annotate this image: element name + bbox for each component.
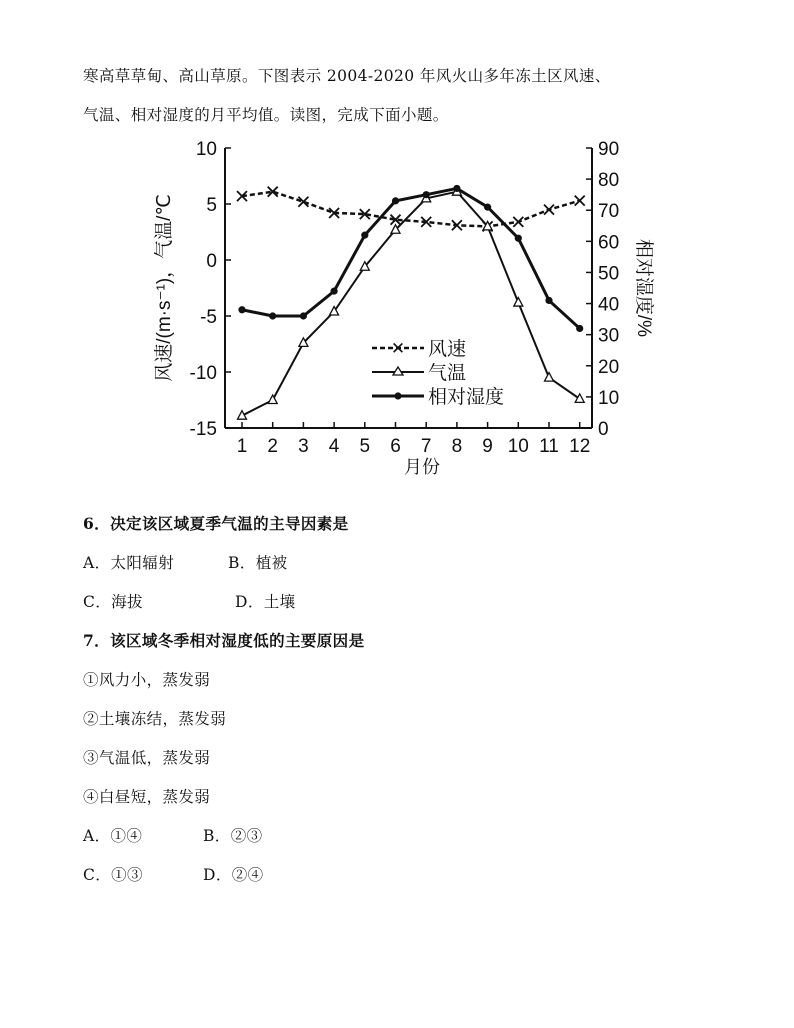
y-axis-right-label: 相对湿度/% xyxy=(633,238,654,338)
y-axis-left-label: 风速/(m·s⁻¹)，气温/℃ xyxy=(154,194,175,382)
x-tick-label: 11 xyxy=(539,436,559,457)
right-tick-label: 20 xyxy=(598,356,620,378)
humidity-point xyxy=(361,232,368,239)
intro-line-1: 寒高草草甸、高山草原。下图表示 2004-2020 年风火山多年冻土区风速、 xyxy=(83,67,611,85)
temperature-point xyxy=(268,395,277,404)
humidity-point xyxy=(300,312,307,319)
humidity-point xyxy=(484,204,491,211)
humidity-point xyxy=(392,197,399,204)
x-tick-label: 4 xyxy=(328,436,340,457)
question-7-item-2: ②土壤冻结，蒸发弱 xyxy=(83,710,227,728)
left-tick-label: 0 xyxy=(206,251,217,272)
intro-line-2: 气温、相对湿度的月平均值。读图，完成下面小题。 xyxy=(83,106,449,124)
right-tick-label: 30 xyxy=(598,325,620,347)
left-tick-label: -15 xyxy=(189,419,217,440)
question-7-stem: 7．该区域冬季相对湿度低的主要原因是 xyxy=(83,631,365,650)
chart-legend xyxy=(372,338,504,408)
temperature-point xyxy=(575,394,584,403)
humidity-point xyxy=(545,297,552,304)
question-6-option-b[interactable]: B．植被 xyxy=(228,554,288,572)
wind-speed-point xyxy=(575,196,585,206)
right-tick-label: 50 xyxy=(598,263,620,285)
humidity-point xyxy=(331,288,338,295)
humidity-point xyxy=(515,235,522,242)
humidity-line xyxy=(242,188,580,328)
left-tick-label: -10 xyxy=(189,363,217,384)
question-7-item-3: ③气温低，蒸发弱 xyxy=(83,749,211,767)
x-tick-label: 1 xyxy=(236,436,248,457)
question-6-option-c[interactable]: C．海拔 xyxy=(83,593,143,611)
legend-marker-humidity xyxy=(394,392,401,399)
x-tick-label: 2 xyxy=(267,436,278,457)
question-7-item-4: ④白昼短，蒸发弱 xyxy=(83,788,211,806)
legend-marker-wind: ✕ xyxy=(390,339,406,358)
humidity-point xyxy=(423,191,430,198)
right-tick-label: 70 xyxy=(598,201,620,223)
temperature-line xyxy=(242,192,580,416)
temperature-point xyxy=(545,373,554,382)
question-6-option-d[interactable]: D．土壤 xyxy=(235,593,296,611)
right-tick-label: 90 xyxy=(598,139,620,160)
x-tick-label: 6 xyxy=(390,436,401,457)
question-6-stem: 6．决定该区域夏季气温的主导因素是 xyxy=(83,514,349,533)
right-tick-label: 0 xyxy=(598,419,609,440)
x-tick-label: 10 xyxy=(507,436,529,457)
x-tick-label: 12 xyxy=(569,436,591,457)
x-tick-label: 7 xyxy=(420,436,432,457)
question-7-option-d[interactable]: D．②④ xyxy=(203,866,264,884)
right-tick-label: 10 xyxy=(598,387,620,409)
temperature-point xyxy=(514,298,523,307)
legend-label-humidity: 相对湿度 xyxy=(428,387,505,408)
question-6-option-a[interactable]: A．太阳辐射 xyxy=(83,554,175,572)
question-7-option-a[interactable]: A．①④ xyxy=(83,827,143,845)
x-tick-label: 5 xyxy=(359,436,371,457)
left-tick-label: 5 xyxy=(206,195,217,216)
left-tick-label: -5 xyxy=(200,307,217,328)
right-tick-label: 40 xyxy=(598,294,620,316)
right-tick-label: 60 xyxy=(598,232,620,254)
humidity-point xyxy=(238,306,245,313)
question-7-option-c[interactable]: C．①③ xyxy=(83,866,143,884)
climate-chart xyxy=(140,130,660,485)
x-tick-label: 9 xyxy=(482,436,493,457)
humidity-point xyxy=(576,325,583,332)
x-tick-label: 3 xyxy=(298,436,309,457)
right-tick-label: 80 xyxy=(598,170,620,192)
legend-label-wind: 风速 xyxy=(428,339,467,360)
question-7-option-b[interactable]: B．②③ xyxy=(203,827,263,845)
humidity-point xyxy=(453,185,460,192)
x-tick-label: 8 xyxy=(451,436,463,457)
x-axis-label: 月份 xyxy=(404,457,440,477)
humidity-point xyxy=(269,312,276,319)
question-7-item-1: ①风力小，蒸发弱 xyxy=(83,671,211,689)
legend-label-temp: 气温 xyxy=(428,363,467,384)
left-tick-label: 10 xyxy=(195,139,217,160)
wind-speed-point xyxy=(513,217,523,227)
wind-speed-point xyxy=(544,205,554,215)
